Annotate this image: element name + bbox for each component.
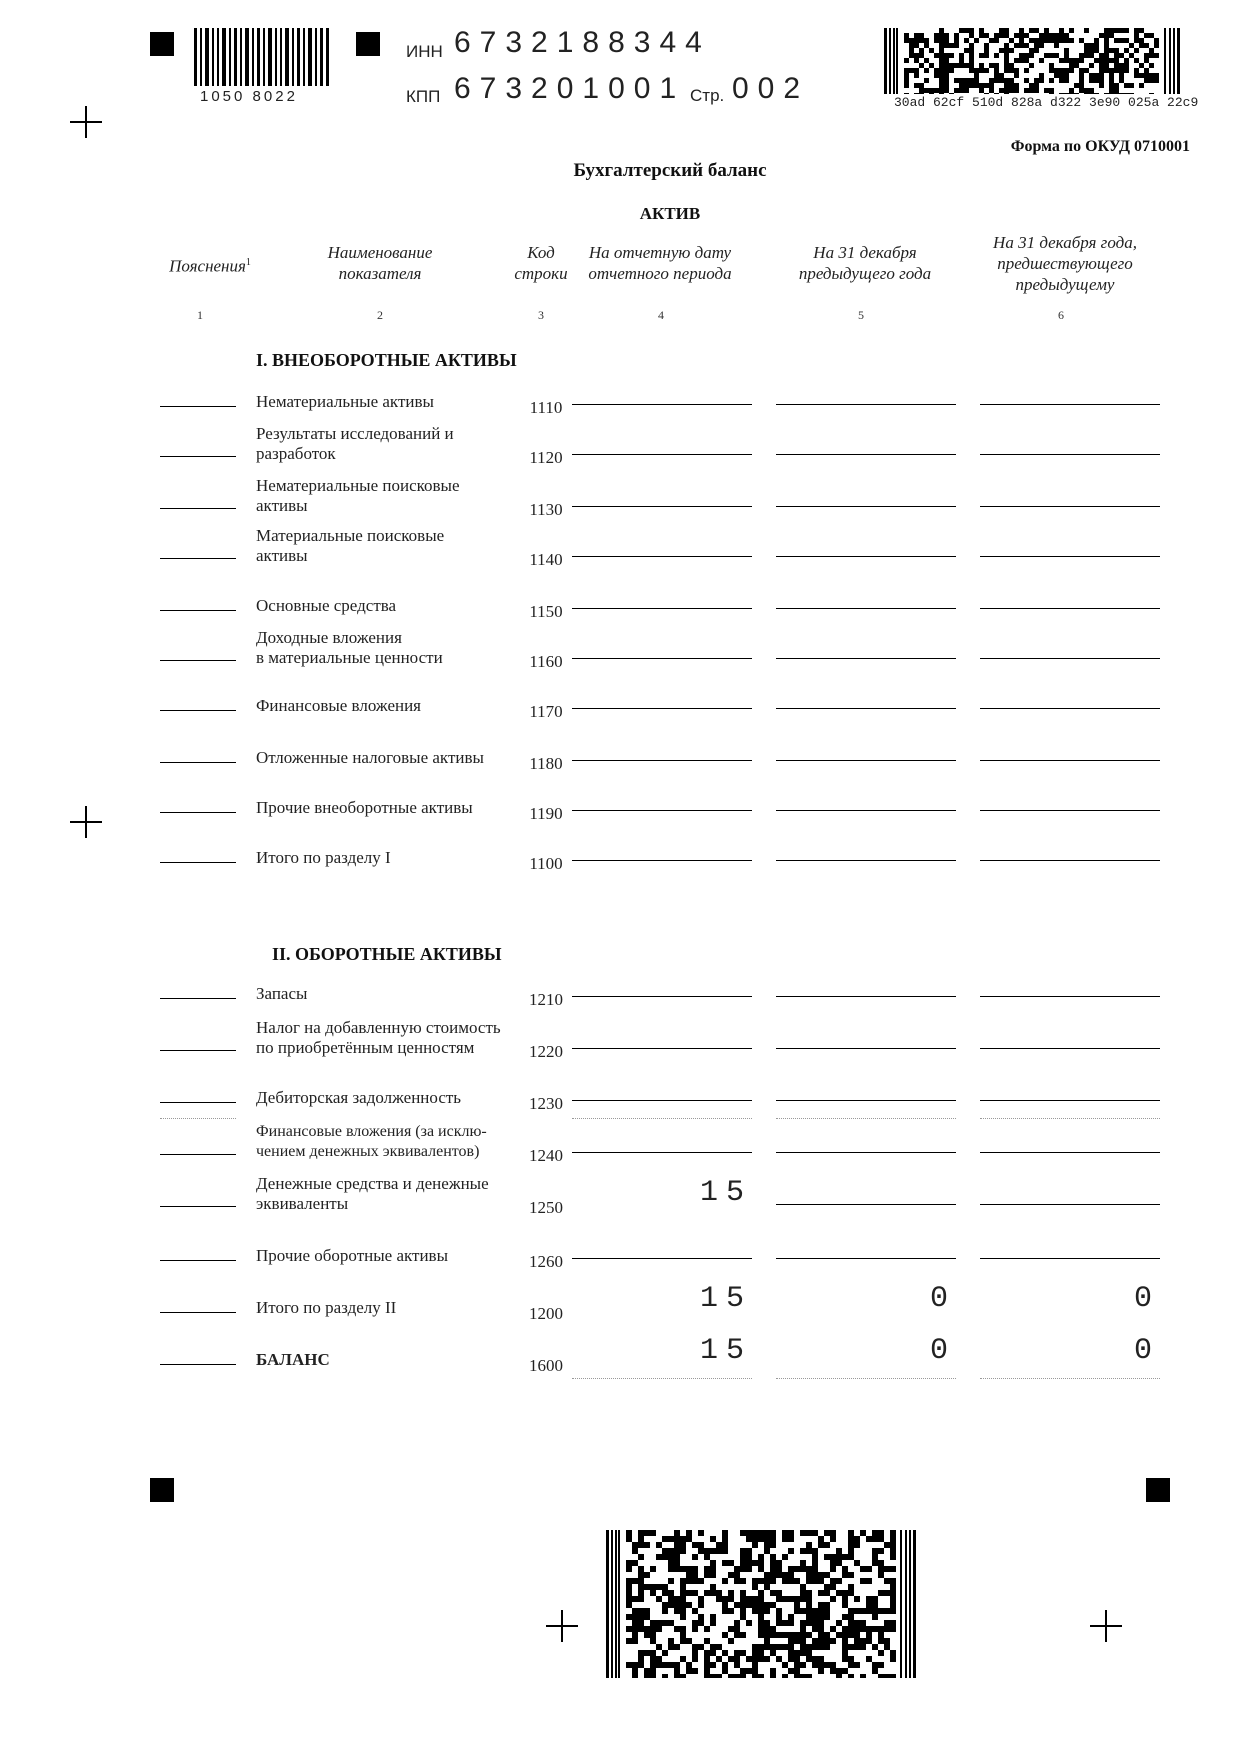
row-name: Итого по разделу I (256, 848, 391, 867)
row-value-field-col5[interactable] (776, 404, 956, 405)
row-value-field-col4[interactable] (572, 708, 752, 709)
notes-line (160, 710, 236, 711)
col-header-prev-year: На 31 декабря предыдущего года (798, 243, 932, 283)
row-code: 1170 (529, 702, 563, 721)
row-value-field-col5[interactable] (776, 996, 956, 997)
row-code: 1220 (529, 1042, 563, 1061)
row-value-field-col6[interactable] (980, 404, 1160, 405)
notes-line (160, 1364, 236, 1365)
notes-line (160, 998, 236, 999)
row-value-field-col6[interactable] (980, 1152, 1160, 1153)
row-value-field-col5[interactable] (776, 1152, 956, 1153)
col-header-code: Код строки (514, 243, 568, 283)
row-value-field-col4[interactable] (572, 760, 752, 761)
row-value-field-col4[interactable] (572, 860, 752, 861)
column-number: 4 (658, 308, 664, 322)
row-code: 1260 (529, 1252, 563, 1271)
pdf417-barcode (606, 1530, 916, 1678)
col-header-current: На отчетную дату отчетного периода (588, 243, 732, 283)
row-code: 1240 (529, 1146, 563, 1165)
registration-mark (150, 1478, 174, 1502)
dotted-separator (980, 1378, 1160, 1379)
registration-mark (356, 32, 380, 56)
row-value-field-col4[interactable] (572, 506, 752, 507)
row-value-field-col6[interactable] (980, 658, 1160, 659)
row-name: Доходные вложения в материальные ценности (256, 628, 443, 667)
kpp-value: 673201001 (454, 72, 686, 105)
row-value-field-col5[interactable] (776, 658, 956, 659)
row-value-field-col6[interactable] (980, 1258, 1160, 1259)
row-value-field-col6[interactable] (980, 996, 1160, 997)
row-value-field-col6[interactable] (980, 454, 1160, 455)
row-code: 1120 (529, 448, 563, 467)
notes-line (160, 1312, 236, 1313)
registration-mark (1146, 1478, 1170, 1502)
row-value-col4[interactable]: 15 (699, 1282, 752, 1316)
notes-line (160, 1154, 236, 1155)
row-value-field-col6[interactable] (980, 860, 1160, 861)
row-value-field-col4[interactable] (572, 810, 752, 811)
notes-line (160, 1102, 236, 1103)
row-value-field-col5[interactable] (776, 608, 956, 609)
row-value-field-col5[interactable] (776, 860, 956, 861)
notes-line (160, 1260, 236, 1261)
row-value-col5[interactable]: 0 (929, 1282, 956, 1316)
row-value-field-col6[interactable] (980, 506, 1160, 507)
row-value-field-col5[interactable] (776, 708, 956, 709)
row-value-field-col4[interactable] (572, 658, 752, 659)
section-heading-asset: АКТИВ (639, 204, 701, 223)
row-name: Нематериальные поисковые активы (256, 476, 460, 515)
kpp-label: КПП (406, 87, 441, 106)
row-value-field-col6[interactable] (980, 1100, 1160, 1101)
notes-line (160, 762, 236, 763)
row-value-field-col6[interactable] (980, 760, 1160, 761)
row-code: 1200 (529, 1304, 563, 1323)
row-value-field-col4[interactable] (572, 608, 752, 609)
row-name: Дебиторская задолженность (256, 1088, 462, 1107)
row-code: 1210 (529, 990, 563, 1009)
row-value-field-col5[interactable] (776, 760, 956, 761)
row-value-field-col5[interactable] (776, 506, 956, 507)
row-code: 1190 (529, 804, 563, 823)
notes-line (160, 508, 236, 509)
row-name: Запасы (256, 984, 308, 1003)
row-code: 1130 (529, 500, 563, 519)
row-value-field-col5[interactable] (776, 810, 956, 811)
row-value-field-col5[interactable] (776, 556, 956, 557)
section-title-current: II. ОБОРОТНЫЕ АКТИВЫ (272, 944, 502, 964)
crosshair-mark (70, 106, 102, 138)
section-title-noncurrent: I. ВНЕОБОРОТНЫЕ АКТИВЫ (256, 350, 517, 370)
crosshair-mark (546, 1610, 578, 1642)
column-number: 2 (377, 308, 383, 322)
inn-label: ИНН (406, 42, 443, 61)
row-value-field-col6[interactable] (980, 1048, 1160, 1049)
row-name: Прочие внеоборотные активы (256, 798, 473, 817)
barcode-number: 1050 8022 (200, 88, 298, 105)
row-value-field-col5[interactable] (776, 1258, 956, 1259)
notes-line (160, 812, 236, 813)
linear-barcode (194, 28, 334, 88)
dotted-separator (160, 1118, 236, 1119)
row-value-col4[interactable]: 15 (699, 1176, 752, 1210)
row-value-field-col4[interactable] (572, 1100, 752, 1101)
notes-line (160, 558, 236, 559)
row-code: 1140 (529, 550, 563, 569)
row-value-field-col4[interactable] (572, 1258, 752, 1259)
dotted-separator (980, 1118, 1160, 1119)
row-value-col6[interactable]: 0 (1133, 1334, 1160, 1368)
row-value-field-col4[interactable] (572, 404, 752, 405)
row-value-field-col6[interactable] (980, 608, 1160, 609)
form-code: Форма по ОКУД 0710001 (1010, 138, 1190, 155)
row-code: 1160 (529, 652, 563, 671)
dotted-separator (572, 1118, 752, 1119)
notes-line (160, 406, 236, 407)
row-name: Финансовые вложения (за исклю- чением денежных эквивалентов) (256, 1123, 487, 1160)
row-value-field-col4[interactable] (572, 1152, 752, 1153)
page-label: Стр. (690, 86, 725, 105)
crosshair-mark (70, 806, 102, 838)
row-value-field-col6[interactable] (980, 1204, 1160, 1205)
row-name: Итого по разделу II (256, 1298, 397, 1317)
row-code: 1110 (529, 398, 563, 417)
row-name: Налог на добавленную стоимость по приобретённым ценностям (256, 1018, 501, 1057)
dotted-separator (572, 1378, 752, 1379)
row-code: 1600 (529, 1356, 563, 1375)
crosshair-mark (1090, 1610, 1122, 1642)
row-code: 1230 (529, 1094, 563, 1113)
row-value-field-col6[interactable] (980, 810, 1160, 811)
notes-line (160, 660, 236, 661)
col-header-name: Наименование показателя (327, 243, 433, 283)
column-number: 3 (538, 308, 544, 322)
notes-line (160, 610, 236, 611)
row-value-field-col5[interactable] (776, 454, 956, 455)
row-value-field-col5[interactable] (776, 1100, 956, 1101)
row-name: Прочие оборотные активы (256, 1246, 449, 1265)
notes-line (160, 862, 236, 863)
row-value-field-col4[interactable] (572, 454, 752, 455)
row-code: 1250 (529, 1198, 563, 1217)
row-name: Денежные средства и денежные эквиваленты (256, 1174, 489, 1213)
notes-line (160, 1206, 236, 1207)
col-header-prev-prev-year: На 31 декабря года, предшествующего предыдущему (993, 233, 1137, 294)
dotted-separator (776, 1118, 956, 1119)
row-value-col5[interactable]: 0 (929, 1334, 956, 1368)
page-number: 002 (732, 72, 810, 105)
notes-line (160, 456, 236, 457)
row-value-field-col4[interactable] (572, 996, 752, 997)
row-value-field-col6[interactable] (980, 556, 1160, 557)
col-header-notes: Пояснения$^1$ (169, 256, 251, 276)
row-value-field-col5[interactable] (776, 1204, 956, 1205)
row-value-field-col6[interactable] (980, 708, 1160, 709)
pdf417-barcode (884, 28, 1180, 94)
barcode-hash: 30ad 62cf 510d 828a d322 3e90 025a 22c9 (894, 95, 1199, 110)
row-code: 1180 (529, 754, 563, 773)
row-code: 1100 (529, 854, 563, 873)
row-code: 1150 (529, 602, 563, 621)
inn-value: 6732188344 (454, 26, 711, 59)
row-name: БАЛАНС (256, 1350, 330, 1369)
document-title: Бухгалтерский баланс (573, 160, 767, 181)
notes-line (160, 1050, 236, 1051)
row-name: Материальные поисковые активы (256, 526, 445, 565)
column-number: 6 (1058, 308, 1064, 322)
column-number: 1 (197, 308, 203, 322)
row-value-col4[interactable]: 15 (699, 1334, 752, 1368)
row-value-col6[interactable]: 0 (1133, 1282, 1160, 1316)
row-name: Отложенные налоговые активы (256, 748, 484, 767)
row-value-field-col4[interactable] (572, 556, 752, 557)
dotted-separator (776, 1378, 956, 1379)
registration-mark (150, 32, 174, 56)
row-value-field-col4[interactable] (572, 1048, 752, 1049)
row-name: Результаты исследований и разработок (256, 424, 454, 463)
row-name: Нематериальные активы (256, 392, 434, 411)
row-name: Финансовые вложения (256, 696, 422, 715)
row-name: Основные средства (256, 596, 397, 615)
column-number: 5 (858, 308, 864, 322)
row-value-field-col5[interactable] (776, 1048, 956, 1049)
